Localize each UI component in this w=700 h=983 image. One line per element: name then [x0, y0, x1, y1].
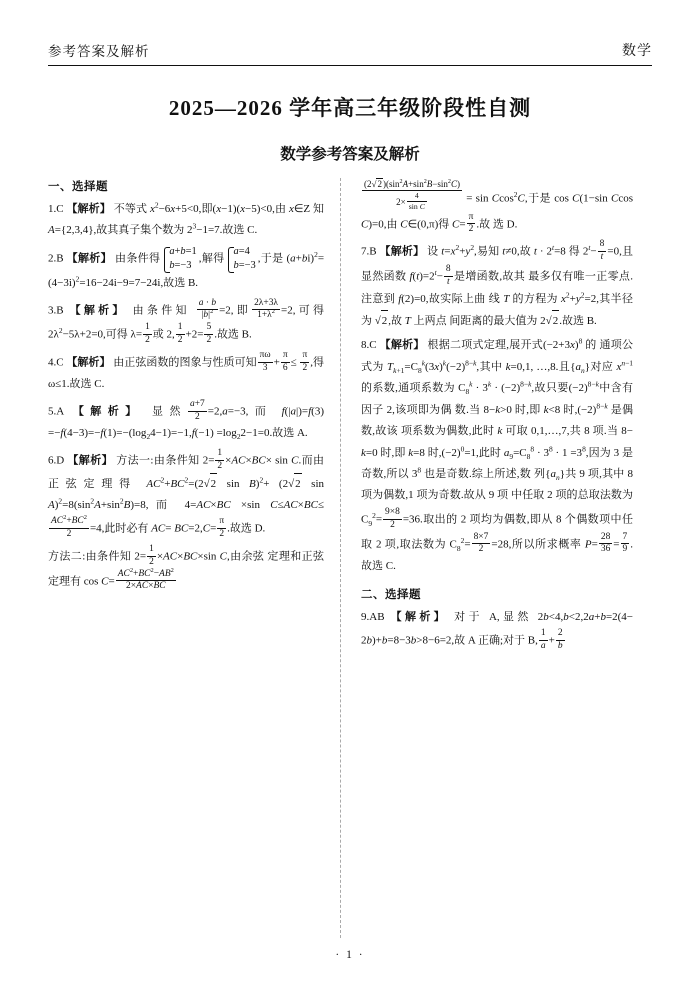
right-column [343, 178, 633, 938]
running-head-left: 参考答案及解析 [48, 44, 150, 59]
answer-item-5-number: 5.A [48, 405, 64, 418]
answer-item-3: 3.B 【解析】 由条件知 $\frac{a \cdot b}{|b|^2}$ =2,即 $\frac{2\lambda+3\lambda}{1+\lambda^2}$ =2,可得 $2\lambda^2-5\lambda+2=0$,可得 λ= $\frac{1}{2}$ 或 2, $\frac{1}{2}$ +2= $\frac{5}{2}$ .故选 B. [48, 297, 324, 345]
answer-item-6-method-2: 方法二:由条件知 2= $\frac{1}{2}$ ×AC×BC×sin C,由余弦 定理和正弦定理有 cos C= $\frac{AC^2+BC^2-AB^2}{2\times AC\times BC}$ [48, 544, 325, 592]
answer-item-5-label: 【解析】 [72, 405, 143, 418]
answer-item-5: 5.A 【解析】 显然 $\frac{a+7}{2}$ =2,a=−3,而 $f(|a|)=f(3) =-f(4-3)=-f(1)=-(\log_24-1)=-1,f(-1) =\log_22-1=0$.故选 A. [48, 398, 324, 442]
answer-item-9: 9.AB 【解析】 对于 A,显然 2b<4,b<2,2a+b=2(4− 2b)+b=8−3b>8−6=2,故 A 正确;对于 B, $\frac{1}{a}$ + $\frac{2}{b}$ [361, 610, 634, 651]
answer-item-2-number: 2.B [48, 252, 64, 265]
answer-item-4-number: 4.C [48, 356, 64, 369]
answer-item-1: 1.C 【解析】 不等式 $x^2-6x+5<0$,即(x−1)(x−5)<0,由 x∈Z 知 A={2,3,4},故其真子集个数为 $2^3-1=7$.故选 C. [48, 200, 325, 237]
answer-item-6-number: 6.D [48, 454, 65, 467]
answer-item-3-number: 3.B [48, 304, 64, 317]
answer-item-7-number: 7.B [361, 245, 377, 258]
answer-item-9-number: 9.AB [361, 610, 385, 623]
answer-item-4-label: 【解析】 [66, 356, 111, 369]
answer-item-7: 7.B 【解析】 设 $t=x^2+y^2$,易知 t≠0,故 $t \cdot 2^t=8$ 得 $2^t-$ $\frac{8}{t}$ =0,且显然函数 $f(t)=2^t-$ $\frac{8}{t}$ 是增函数,故其 最多仅有唯一正零点.注意到 f(2)=0,故实际上曲 线 T 的方程为 $x^2+y^2=2$,其半径为 √2,故 T 上两点 间距离的最大值为 2√2.故选 B. [361, 239, 633, 332]
answer-item-2-label: 【解析】 [66, 252, 112, 265]
answer-item-6-continued: $(2√2)(\sin^2A+\sin^2B-\sin^2C)$ 2× $\frac{4}{\text{sin C}}$ = sin Ccos$^2$C,于是 cos C(1−sin Ccos C)=0,由 C∈(0,π)得 C= $\frac{\pi}{2}$ .故 选 D. [361, 179, 633, 235]
page-subtitle: 数学参考答案及解析 [280, 146, 420, 163]
two-column-body [48, 178, 652, 938]
page-title: 2025—2026 学年高三年级阶段性自测 [168, 96, 532, 120]
answer-item-3-label: 【解析】 [69, 304, 127, 317]
answer-item-8-number: 8.C [361, 339, 377, 352]
left-column [48, 178, 338, 938]
answer-item-8-label: 【解析】 [379, 339, 425, 352]
answer-item-2: 2.B 【解析】 由条件得 a+b=1 b=−3 ,解得 a=4 b=−3 ,于是 $(a+bi)^2=(4-3i)^2=16-24i-9=7-24i$,故选 B. [48, 245, 325, 290]
page-number: · 1 · [335, 949, 365, 961]
section-heading-multi-choice: 二、选择题 [361, 588, 421, 601]
answer-item-8: 8.C 【解析】 根据二项式定理,展开式$(-2+3x)^8$ 的 通项公式为 $T_{k+1}=C_8^k(3x)^k(-2)^{8-k}$,其中 k=0,1, …,8.且$\{a_n\}$对应 $x^{n-1}$ 的系数,通项系数为 $C_8^k \cdot 3^k \cdot (-2)^{8-k}$,故只要$(-2)^{8-k}$中含有因子 2,该项即为偶 数.当 8−k>0 时,即 k<8 时$,(-2)^{8-k}$ 是偶数,故该 项系数为偶数,此时 k 可取 0,1,…,7,共 8 项.当 8− k=0 时,即 k=8 时$,(-2)^0=1$,此时 $a_9=C_8^8 \cdot 3^8 \cdot 1 =3^8$,因为 3 是奇数,所以 $3^8$ 也是奇数.综上所述,数 列$\{a_n\}$共 9 项,其中 8 项为偶数,1 项为奇数.故从 9 项 中任取 2 项的总取法数为 $C_9^2=$ $\frac{9\times 8}{2}$ =36.取出的 2 项均为偶数,即从 8 个偶数项中任取 2 项,取法数为 $C_8^2=$ $\frac{8\times 7}{2}$ =28,所以所求概率 P= $\frac{28}{36}$ = $\frac{7}{9}$ .故选 C. [361, 336, 634, 573]
running-head [48, 40, 652, 66]
answer-item-4: 4.C 【解析】 由正弦函数的图象与性质可知 $\frac{\pi\omega}{3}$ + $\frac{\pi}{6}$ ≤ $\frac{\pi}{2}$ ,得 ω≤1.故选 C. [48, 349, 325, 391]
answer-item-6-label: 【解析】 [67, 454, 114, 467]
answer-item-6: 6.D 【解析】 方法一:由条件知 2= $\frac{1}{2}$ ×AC×BC× sin C.而由正弦定理得 $AC^2+BC^2=(2√2$ sin B)$^2$+ (2√2 $\sin A)^2=8(\sin^2A+\sin^2B)=8$,而 4=AC×BC ×sin C≤AC×BC≤ $\frac{AC^2+BC^2}{2}$ =4,此时必有 AC= BC=2,C= $\frac{\pi}{2}$ .故选 D. [48, 447, 325, 540]
answer-item-1-number: 1.C [48, 203, 64, 215]
column-divider [340, 178, 341, 938]
answer-item-7-label: 【解析】 [379, 245, 425, 258]
answer-item-1-label: 【解析】 [66, 203, 111, 215]
section-heading-single-choice: 一、选择题 [48, 181, 108, 193]
running-head-right: 数学 [622, 44, 652, 59]
answer-item-9-label: 【解析】 [390, 610, 449, 623]
